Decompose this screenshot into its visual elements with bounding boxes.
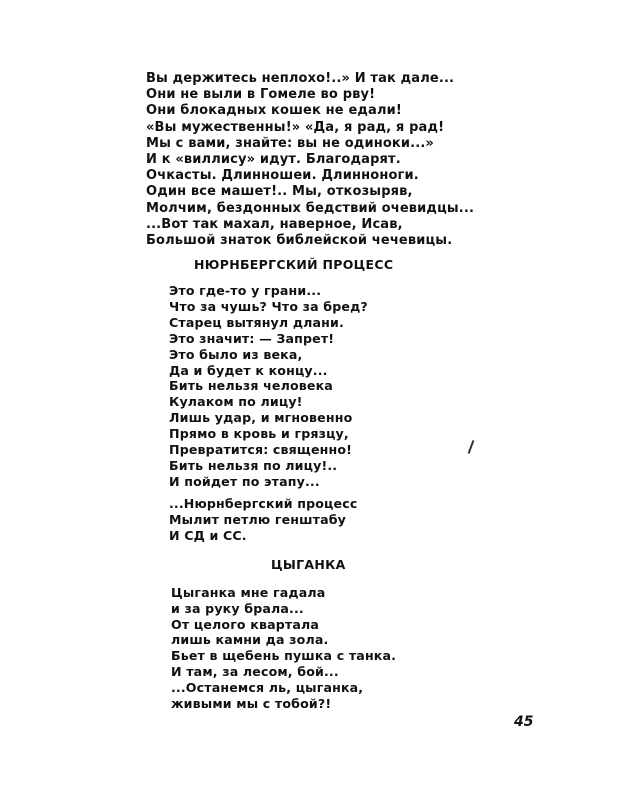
poem-line: И СД и СС.: [169, 528, 247, 544]
poem-line: Это было из века,: [169, 346, 303, 362]
poem-line: Вы держитесь неплохо!..» И так дале...: [146, 71, 455, 86]
poem-line: Очкасты. Длинношеи. Длинноноги.: [146, 168, 419, 184]
poem-line: И там, за лесом, бой...: [171, 663, 339, 679]
poem-line: Лишь удар, и мгновенно: [169, 410, 353, 426]
poem-line: Бьет в щебень пушка с танка.: [171, 648, 397, 664]
poem-line: Мы с вами, знайте: вы не одиноки...»: [146, 135, 434, 151]
poem-line: Они не выли в Гомеле во рву!: [146, 87, 376, 103]
poem-line: Бить нельзя человека: [169, 378, 333, 394]
poem-line: и за руку брала...: [171, 600, 304, 616]
poem-line: От целого квартала: [171, 616, 320, 632]
poem-line: Прямо в кровь и грязцу,: [169, 426, 349, 442]
poem-3-stanza: [171, 585, 396, 711]
poem-line: Мылит петлю генштабу: [169, 512, 347, 528]
poem-line: живыми мы с тобой?!: [171, 695, 332, 711]
poem-2-stanza-2: [169, 496, 357, 545]
margin-pencil-mark: [468, 440, 475, 454]
poem-line: Один все машет!.. Мы, откозыряв,: [146, 184, 413, 200]
poem-line: И к «виллису» идут. Благодарят.: [146, 152, 401, 168]
poem-line: лишь камни да зола.: [171, 632, 329, 648]
poem-line: «Вы мужественны!» «Да, я рад, я рад!: [146, 119, 445, 135]
poem-line: Молчим, бездонных бедствий очевидцы...: [146, 200, 475, 216]
poem-line: Да и будет к концу...: [169, 362, 328, 378]
poem-line: Цыганка мне гадала: [171, 585, 326, 600]
poem-2-title: НЮРНБЕРГСКИЙ ПРОЦЕСС: [194, 257, 394, 272]
poem-1-stanza: [146, 71, 474, 249]
poem-line: Что за чушь? Что за бред?: [169, 298, 368, 314]
poem-3-title: ЦЫГАНКА: [271, 557, 346, 572]
poem-line: Это где-то у грани...: [169, 283, 322, 298]
poem-2-stanza-1: [169, 283, 368, 490]
poem-line: Это значит: — Запрет!: [169, 330, 335, 346]
poem-line: Они блокадных кошек не едали!: [146, 103, 402, 119]
page-number: 45: [514, 714, 534, 730]
poem-line: ...Вот так махал, наверное, Исав,: [146, 216, 403, 232]
poem-line: Большой знаток библейской чечевицы.: [146, 233, 453, 249]
poem-line: Старец вытянул длани.: [169, 314, 344, 330]
poem-line: Превратится: священно!: [169, 442, 353, 458]
poem-line: ...Останемся ль, цыганка,: [171, 679, 364, 695]
poem-line: И пойдет по этапу...: [169, 473, 320, 489]
poem-line: Кулаком по лицу!: [169, 394, 303, 410]
poem-line: Бить нельзя по лицу!..: [169, 457, 338, 473]
poem-line: ...Нюрнбергский процесс: [169, 496, 358, 511]
